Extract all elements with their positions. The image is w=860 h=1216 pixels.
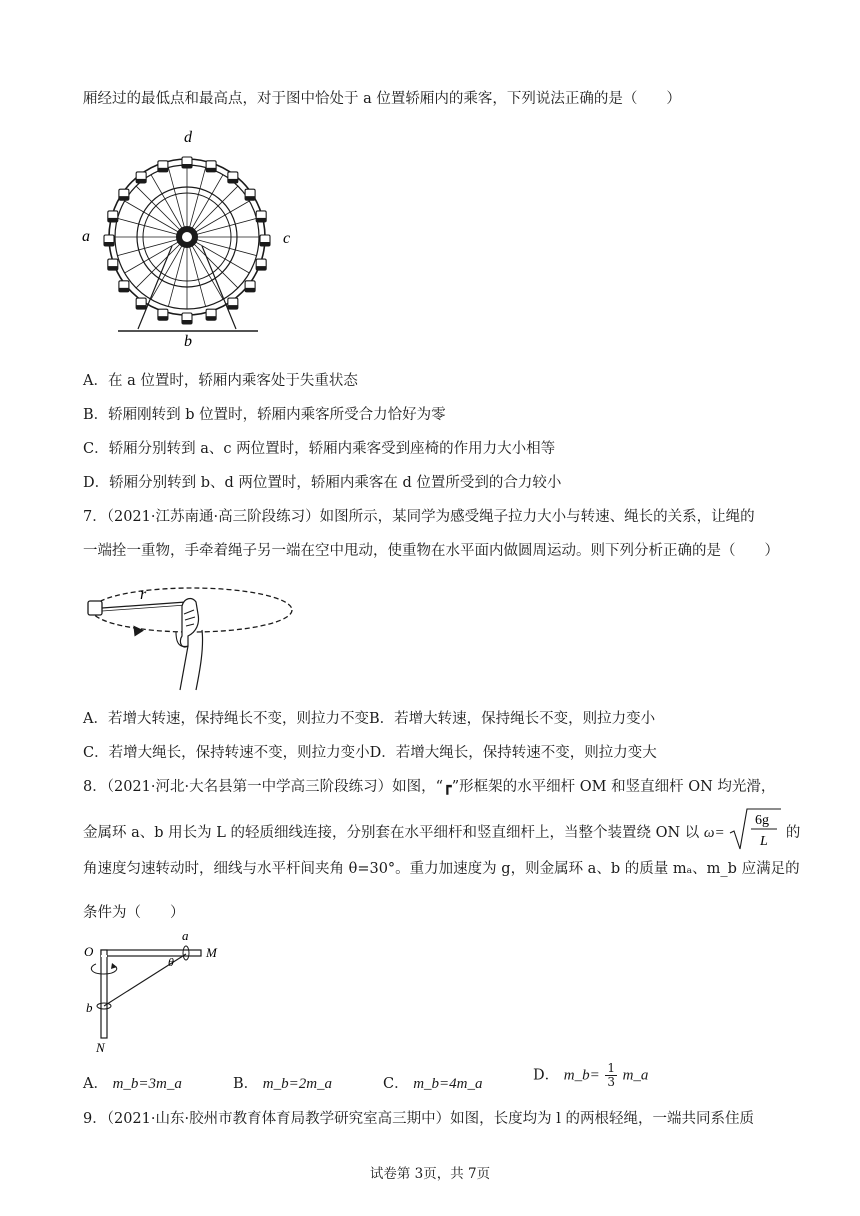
wheel-cabin xyxy=(245,189,255,200)
wheel-cabin xyxy=(206,161,216,172)
label-N: N xyxy=(96,1040,105,1055)
wheel-cabin xyxy=(136,172,146,183)
wheel-cabin xyxy=(119,189,129,200)
q6-option-a: A．在 a 位置时，轿厢内乘客处于失重状态 xyxy=(83,373,358,389)
q6-option-c: C．轿厢分别转到 a、c 两位置时，轿厢内乘客受到座椅的作用力大小相等 xyxy=(83,441,556,457)
q8-line2-text: 金属环 a、b 用长为 L 的轻质细线连接，分别套在水平细杆和竖直细杆上，当整个装置绕 ON 以 xyxy=(83,825,700,841)
wheel-cabin xyxy=(182,157,192,168)
wheel-cabin xyxy=(256,211,266,222)
q8-stem-line3: 角速度匀速转动时，细线与水平杆间夹角 θ=30°。重力加速度为 g，则金属环 a、b 的质量 mₐ、m_b 应满足的 xyxy=(83,861,800,877)
wheel-cabin xyxy=(108,211,118,222)
q8-stem-line2 xyxy=(83,811,800,855)
q8-option-d-lhs: m_b= xyxy=(563,1067,600,1084)
q8-option-c-label: C． xyxy=(383,1076,409,1092)
q8-line2-end: 的 xyxy=(785,825,801,841)
label-b: b xyxy=(184,333,192,348)
label-M: M xyxy=(206,945,217,960)
q8-stem-line1: 8．（2021·河北·大名县第一中学高三阶段练习）如图，“┏”形框架的水平细杆 OM 和竖直细杆 ON 均光滑， xyxy=(83,779,776,795)
fraction-denominator: 3 xyxy=(607,1075,615,1089)
wheel-cabin xyxy=(136,298,146,309)
wheel-cabin xyxy=(228,298,238,309)
frame-rotation-figure xyxy=(82,926,222,1058)
wheel-cabin xyxy=(158,309,168,320)
label-a: a xyxy=(82,228,90,245)
frame-rotation-diagram xyxy=(82,926,222,1058)
wheel-cabin xyxy=(245,281,255,292)
ferris-wheel-figure xyxy=(80,126,310,348)
label-O: O xyxy=(84,944,94,959)
q8-option-d xyxy=(533,1062,648,1089)
rope-rotation-diagram xyxy=(84,584,300,692)
q8-option-a xyxy=(83,1072,182,1093)
sqrt-expression xyxy=(729,807,781,851)
q8-option-c-expr: m_b=4m_a xyxy=(413,1076,483,1092)
wheel-cabin xyxy=(182,313,192,324)
wheel-cabin xyxy=(108,259,118,270)
label-c: c xyxy=(283,230,291,247)
q8-option-c xyxy=(383,1072,483,1093)
wheel-cabin xyxy=(256,259,266,270)
wheel-cabin xyxy=(206,309,216,320)
q8-option-b-label: B． xyxy=(233,1076,259,1092)
label-r: r xyxy=(140,586,147,603)
q8-option-b xyxy=(233,1072,332,1093)
ferris-wheel-diagram xyxy=(80,126,310,348)
q7-stem-line2: 一端拴一重物，手牵着绳子另一端在空中甩动，使重物在水平面内做圆周运动。则下列分析正确的是（ ） xyxy=(83,543,779,559)
wheel-cabin xyxy=(228,172,238,183)
wheel-cabin xyxy=(104,235,114,246)
q8-option-b-expr: m_b=2m_a xyxy=(262,1076,333,1092)
label-d: d xyxy=(184,129,192,146)
wheel-cabin xyxy=(119,281,129,292)
q6-stem-tail: 厢经过的最低点和最高点，对于图中恰处于 a 位置轿厢内的乘客，下列说法正确的是（ ） xyxy=(83,91,681,107)
rope-rotation-figure xyxy=(84,584,300,692)
q8-option-d-label: D． xyxy=(533,1067,560,1084)
q7-options-row2: C．若增大绳长，保持转速不变，则拉力变小D．若增大绳长，保持转速不变，则拉力变大 xyxy=(83,745,657,761)
page-footer: 试卷第 3页，共 7页 xyxy=(369,1166,491,1182)
label-a-ring: a xyxy=(182,928,189,943)
q6-option-b: B．轿厢刚转到 b 位置时，轿厢内乘客所受合力恰好为零 xyxy=(83,407,446,423)
wheel-cabin xyxy=(260,235,270,246)
q8-stem-line4: 条件为（ ） xyxy=(83,905,185,921)
q8-option-d-fraction xyxy=(605,1062,617,1089)
q8-option-d-rhs: m_a xyxy=(622,1067,649,1084)
label-b-ring: b xyxy=(86,1000,93,1015)
sqrt-denominator: L xyxy=(760,834,769,849)
omega-symbol: ω= xyxy=(703,825,725,841)
sqrt-sign xyxy=(729,807,781,851)
wheel-cabin xyxy=(158,161,168,172)
q8-option-a-label: A． xyxy=(83,1076,108,1092)
label-theta: θ xyxy=(168,955,174,969)
sqrt-numerator: 6g xyxy=(755,813,770,828)
q7-options-row1: A．若增大转速，保持绳长不变，则拉力不变B．若增大转速，保持绳长不变，则拉力变小 xyxy=(83,711,656,727)
q6-option-d: D．轿厢分别转到 b、d 两位置时，轿厢内乘客在 d 位置所受到的合力较小 xyxy=(83,475,562,491)
q9-stem-line1: 9．（2021·山东·胶州市教育体育局教学研究室高三期中）如图，长度均为 l 的两根轻绳，一端共同系住质 xyxy=(83,1111,754,1127)
q7-stem-line1: 7．（2021·江苏南通·高三阶段练习）如图所示，某同学为感受绳子拉力大小与转速、绳长的关系，让绳的 xyxy=(83,509,755,525)
fraction-numerator: 1 xyxy=(607,1061,615,1075)
q8-option-a-expr: m_b=3m_a xyxy=(112,1076,182,1092)
